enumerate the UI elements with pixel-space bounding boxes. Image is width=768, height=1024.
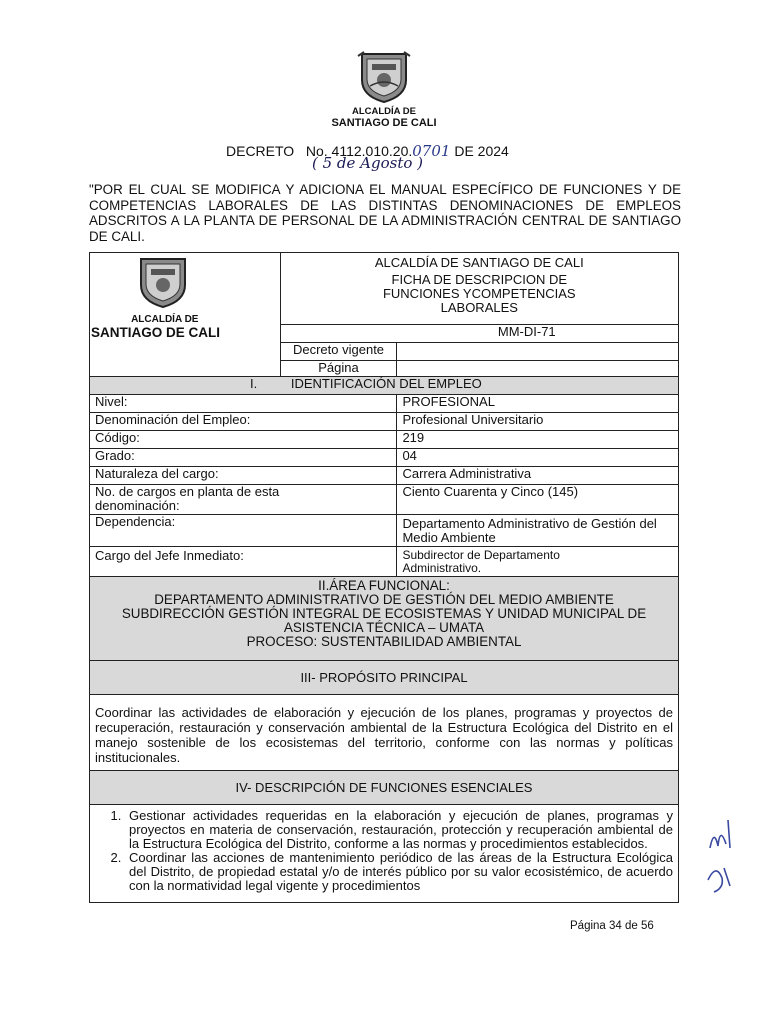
- section2-line2: SUBDIRECCIÓN GESTIÓN INTEGRAL DE ECOSISTEMAS Y UNIDAD MUNICIPAL DE ASISTENCIA TÉCNICA – UMATA: [121, 606, 647, 635]
- row-label: Código:: [90, 431, 397, 449]
- row-value: PROFESIONAL: [397, 395, 679, 413]
- decree-prefix: DECRETO No. 4112.010.20.: [226, 143, 413, 159]
- row-value: 04: [397, 449, 679, 467]
- entity-line1: ALCALDÍA DE: [351, 106, 417, 117]
- ficha-entity: ALCALDÍA DE SANTIAGO DE CALI: [374, 255, 584, 270]
- page-number: Página 34 de 56: [570, 920, 654, 932]
- section1-number: I.: [250, 376, 258, 391]
- row-label: Denominación del Empleo:: [90, 413, 397, 431]
- ficha-logo-line1: ALCALDÍA DE: [131, 314, 199, 325]
- section3-title: III- PROPÓSITO PRINCIPAL: [90, 661, 679, 695]
- function-item: 1. Gestionar actividades requeridas en la elaboración y ejecución de planes, programas y proyectos en materia de conservación, restauración, protección y recuperación ambiental de la Estructura Ecológica del Distrito, conforme a las normas y procedimientos establecidos.: [125, 809, 673, 851]
- ficha-header: [280, 253, 678, 325]
- section4-title: IV- DESCRIPCIÓN DE FUNCIONES ESENCIALES: [90, 771, 679, 805]
- section2-line1: DEPARTAMENTO ADMINISTRATIVO DE GESTIÓN DEL MEDIO AMBIENTE: [154, 592, 614, 607]
- handwritten-initials-icon: [700, 808, 750, 898]
- ficha-logo-line2: SANTIAGO DE CALI: [91, 325, 221, 340]
- coat-of-arms-icon: [356, 50, 412, 104]
- ficha-logo-cell: [90, 253, 281, 377]
- row-value: Profesional Universitario: [397, 413, 679, 431]
- section1-header: [90, 377, 679, 395]
- pagina-value: [397, 361, 679, 377]
- row-value: 219: [397, 431, 679, 449]
- row-value: Subdirector de Departamento Administrativo.: [397, 547, 679, 577]
- row-label: Cargo del Jefe Inmediato:: [90, 547, 397, 577]
- row-value: Ciento Cuarenta y Cinco (145): [397, 485, 679, 515]
- decree-handwritten-number: 0701: [412, 142, 451, 160]
- row-label: No. de cargos en planta de esta denominación:: [90, 485, 397, 515]
- coat-of-arms-icon: [137, 255, 189, 309]
- decree-date-handwritten: ( 5 de Agosto ): [312, 154, 424, 172]
- row-value: Carrera Administrativa: [397, 467, 679, 485]
- functions-list: [95, 809, 673, 893]
- section2-process: PROCESO: SUSTENTABILIDAD AMBIENTAL: [246, 634, 522, 649]
- section2-title: II.ÁREA FUNCIONAL:: [318, 578, 450, 593]
- decree-suffix: DE 2024: [450, 143, 509, 159]
- ficha-doc-title: FICHA DE DESCRIPCION DE FUNCIONES YCOMPETENCIAS LABORALES: [382, 272, 576, 315]
- functions-cell: [90, 805, 679, 903]
- row-value: Departamento Administrativo de Gestión del Medio Ambiente: [397, 515, 679, 547]
- pagina-label: Página: [280, 361, 397, 377]
- ficha-code: MM-DI-71: [280, 325, 678, 343]
- section2-header: [90, 577, 679, 661]
- row-label: Naturaleza del cargo:: [90, 467, 397, 485]
- row-label: Nivel:: [90, 395, 397, 413]
- row-label: Grado:: [90, 449, 397, 467]
- section1-title: IDENTIFICACIÓN DEL EMPLEO: [290, 376, 482, 391]
- ficha-table: [89, 252, 679, 903]
- decreto-vigente-value: [397, 343, 679, 361]
- row-label: Dependencia:: [90, 515, 397, 547]
- decree-title: "POR EL CUAL SE MODIFICA Y ADICIONA EL MANUAL ESPECÍFICO DE FUNCIONES Y DE COMPETENCIAS LABORALES DE LAS DISTINTAS DENOMINACIONES DE EMPLEOS ADSCRITOS A LA PLANTA DE PERSONAL DE LA ADMINISTRACIÓN CENTRAL DE SANTIAGO DE CALI.: [89, 182, 681, 244]
- entity-line2: SANTIAGO DE CALI: [331, 117, 437, 129]
- decreto-vigente-label: Decreto vigente: [280, 343, 397, 361]
- function-item: 2. Coordinar las acciones de mantenimiento periódico de las áreas de la Estructura Ecológica del Distrito, de propiedad estatal y/o de interés público por su valor ecosistémico, de acuerdo con la normatividad legal vigente y procedimientos: [125, 851, 673, 893]
- purpose-text: Coordinar las actividades de elaboración y ejecución de los planes, programas y proyectos de recuperación, restauración y conservación ambiental de la Estructura Ecológica del Distrito en el manejo sostenible de los ecosistemas del territorio, conforme con las normas y políticas institucionales.: [90, 695, 679, 771]
